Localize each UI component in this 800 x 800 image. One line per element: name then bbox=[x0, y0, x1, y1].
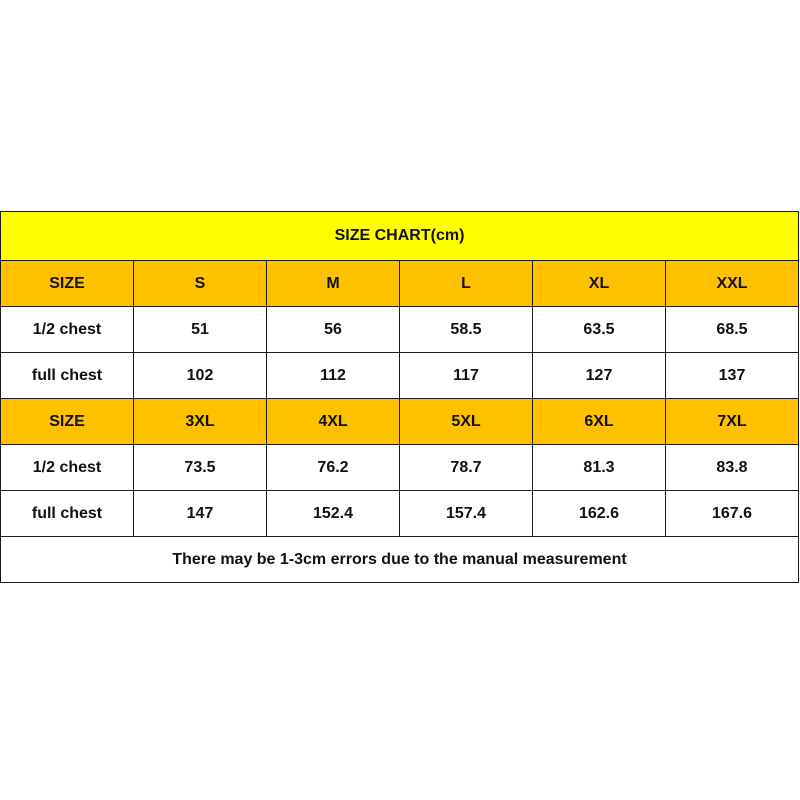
title-row bbox=[1, 212, 799, 261]
value-cell: 83.8 bbox=[666, 445, 799, 491]
value-cell: 147 bbox=[134, 491, 267, 537]
size-header-row bbox=[1, 399, 799, 445]
table-row bbox=[1, 353, 799, 399]
value-cell: 68.5 bbox=[666, 307, 799, 353]
value-cell: 81.3 bbox=[533, 445, 666, 491]
size-header-cell: XL bbox=[533, 261, 666, 307]
size-header-cell: 4XL bbox=[267, 399, 400, 445]
chart-title: SIZE CHART(cm) bbox=[1, 212, 799, 261]
note-row bbox=[1, 537, 799, 583]
row-label: 1/2 chest bbox=[1, 445, 134, 491]
value-cell: 58.5 bbox=[400, 307, 533, 353]
measurement-note: There may be 1-3cm errors due to the manual measurement bbox=[1, 537, 799, 583]
value-cell: 56 bbox=[267, 307, 400, 353]
size-header-cell: S bbox=[134, 261, 267, 307]
value-cell: 112 bbox=[267, 353, 400, 399]
value-cell: 127 bbox=[533, 353, 666, 399]
value-cell: 167.6 bbox=[666, 491, 799, 537]
row-label: 1/2 chest bbox=[1, 307, 134, 353]
size-header-cell: M bbox=[267, 261, 400, 307]
row-label: full chest bbox=[1, 353, 134, 399]
row-label: full chest bbox=[1, 491, 134, 537]
value-cell: 76.2 bbox=[267, 445, 400, 491]
value-cell: 117 bbox=[400, 353, 533, 399]
value-cell: 73.5 bbox=[134, 445, 267, 491]
size-header-cell: XXL bbox=[666, 261, 799, 307]
value-cell: 102 bbox=[134, 353, 267, 399]
size-chart-table bbox=[0, 211, 799, 583]
size-header-cell: 5XL bbox=[400, 399, 533, 445]
table-row bbox=[1, 307, 799, 353]
value-cell: 137 bbox=[666, 353, 799, 399]
value-cell: 162.6 bbox=[533, 491, 666, 537]
value-cell: 152.4 bbox=[267, 491, 400, 537]
size-header-label: SIZE bbox=[1, 261, 134, 307]
value-cell: 157.4 bbox=[400, 491, 533, 537]
size-header-cell: 7XL bbox=[666, 399, 799, 445]
table-row bbox=[1, 491, 799, 537]
table-row bbox=[1, 445, 799, 491]
size-header-cell: L bbox=[400, 261, 533, 307]
size-header-row bbox=[1, 261, 799, 307]
size-header-cell: 3XL bbox=[134, 399, 267, 445]
size-header-cell: 6XL bbox=[533, 399, 666, 445]
value-cell: 78.7 bbox=[400, 445, 533, 491]
value-cell: 63.5 bbox=[533, 307, 666, 353]
size-header-label: SIZE bbox=[1, 399, 134, 445]
value-cell: 51 bbox=[134, 307, 267, 353]
